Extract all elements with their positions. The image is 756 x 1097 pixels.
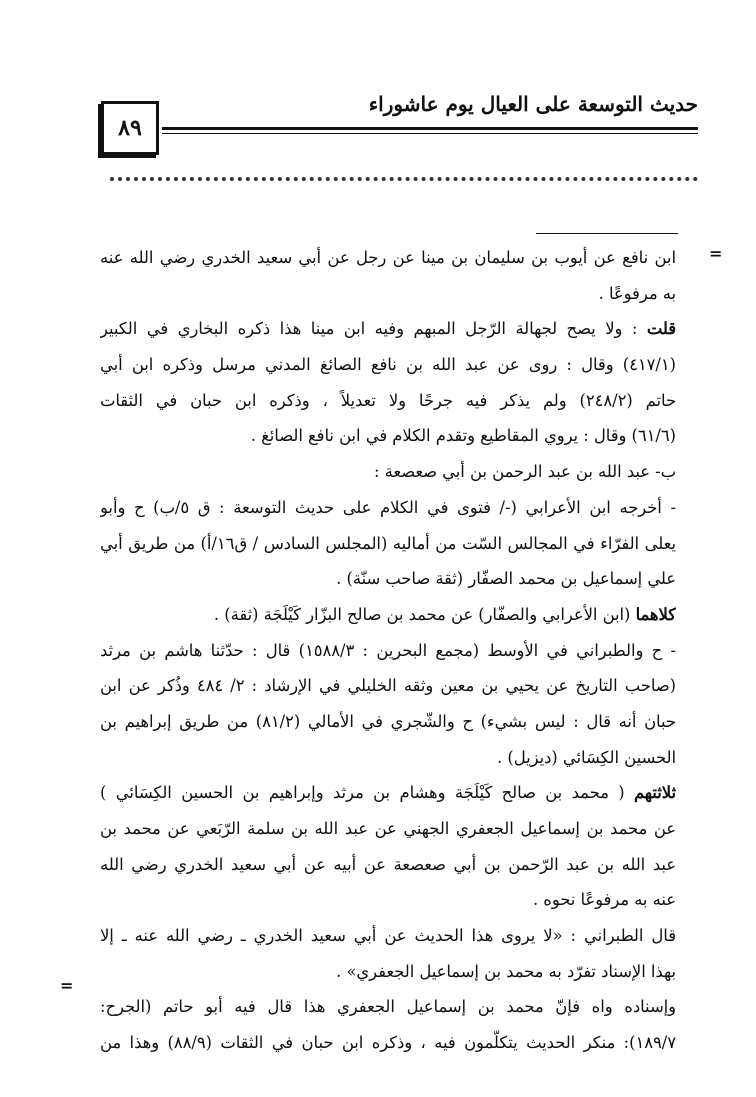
text-line — [100, 561, 676, 597]
line-text: - ح والطبراني في الأوسط (مجمع البحرين : ١٥٨٨/٣) قال : حدّثنا هاشم بن مرثد — [100, 640, 676, 660]
footnote-body — [100, 240, 676, 1061]
text-line — [100, 668, 676, 704]
text-line — [100, 847, 676, 883]
text-line — [100, 383, 676, 419]
text-line — [100, 276, 676, 312]
footnote-rule — [536, 233, 678, 234]
line-text: ب- عبد الله بن عبد الرحمن بن أبي صعصعة : — [373, 462, 676, 482]
text-line — [100, 918, 676, 954]
text-line — [100, 704, 676, 740]
line-text: وإسناده واه فإنّ محمد بن إسماعيل الجعفري هذا قال فيه أبو حاتم (الجرح: — [100, 997, 676, 1017]
text-line — [100, 597, 676, 633]
line-text: عن محمد بن إسماعيل الجعفري الجهني عن عبد الله بن سلمة الرّبَعي عن محمد بن — [100, 819, 676, 838]
line-text: (صاحب التاريخ عن يحيي بن معين وثقه الخليلي في الإرشاد : ٢/ ٤٨٤ وذُكر عن ابن — [100, 676, 676, 696]
line-text: ١٨٩/٧): منكر الحديث يتكلّمون فيه ، وذكره ابن حبان في الثقات (٨٨/٩) وهذا من — [100, 1033, 676, 1053]
line-text: حاتم (٢٤٨/٢) ولم يذكر فيه جرحًا ولا تعديلاً ، وذكره ابن حبان في الثقات — [100, 390, 676, 410]
text-line — [100, 775, 676, 811]
line-text: عنه به مرفوعًا نحوه . — [532, 890, 676, 910]
line-text: (ابن الأعرابي والصفّار) عن محمد بن صالح البزّار كَيْلَجَة (ثقة) . — [213, 604, 636, 624]
header-rule — [162, 127, 698, 130]
text-line — [100, 240, 676, 276]
line-text: يعلى الفرّاء في المجالس السّت من أماليه (المجلس السادس / ق١٦/أ) من طريق أبي — [100, 533, 676, 553]
line-text: حبان أنه قال : ليس بشيء) ح والشّجري في الأمالي (٨١/٢) من طريق إبراهيم بن — [100, 711, 676, 731]
line-text: (٤١٧/١) وقال : روى عن عبد الله بن نافع الصائغ المدني مرسل وذكره ابن أبي — [100, 355, 676, 375]
dotted-separator — [110, 177, 698, 181]
line-text: عبد الله بن عبد الرّحمن بن أبي صعصعة عن أبيه عن أبي سعيد الخدري رضي الله — [100, 854, 676, 874]
text-line — [100, 490, 676, 526]
bold-lead-word: كلاهما — [635, 604, 676, 624]
text-line — [100, 454, 676, 490]
line-text: بهذا الإسناد تفرّد به محمد بن إسماعيل الجعفري» . — [336, 961, 676, 981]
text-line — [100, 526, 676, 562]
running-header-title: حديث التوسعة على العيال يوم عاشوراء — [368, 92, 698, 116]
text-line — [100, 347, 676, 383]
line-text: الحسين الكِسَائي (ديزيل) . — [497, 747, 676, 767]
line-text: به مرفوعًا . — [598, 283, 676, 303]
page-number: ٨٩ — [118, 115, 142, 141]
text-line — [100, 811, 676, 847]
line-text: ( محمد بن صالح كَيْلَجَة وهشام بن مرثد وإبراهيم بن الحسين الكِسَائي ) — [100, 783, 634, 803]
bold-lead-word: قلت — [646, 319, 676, 339]
text-line — [100, 740, 676, 776]
text-line — [100, 311, 676, 347]
line-text: (٦١/٦) وقال : يروي المقاطيع وتقدم الكلام في ابن نافع الصائغ . — [250, 426, 676, 446]
text-line — [100, 418, 676, 454]
line-text: - أخرجه ابن الأعرابي (-/ فتوى في الكلام على حديث التوسعة : ق ٥/ب) ح وأبو — [100, 497, 676, 517]
text-line — [100, 989, 676, 1025]
line-text: علي إسماعيل بن محمد الصفّار (ثقة صاحب سنّة) . — [336, 569, 676, 589]
header-rule-thin — [162, 133, 698, 134]
text-line — [100, 1025, 676, 1061]
text-line — [100, 633, 676, 669]
continuation-mark-bottom: = — [60, 976, 74, 995]
text-line — [100, 882, 676, 918]
line-text: : ولا يصح لجهالة الرّجل المبهم وفيه ابن مينا هذا ذكره البخاري في الكبير — [100, 319, 647, 339]
bold-lead-word: ثلاثتهم — [633, 783, 676, 803]
text-line — [100, 954, 676, 990]
line-text: قال الطبراني : «لا يروى هذا الحديث عن أبي سعيد الخدري ـ رضي الله عنه ـ إلا — [100, 926, 676, 946]
continuation-mark-top: = — [709, 244, 723, 263]
line-text: ابن نافع عن أيوب بن سليمان بن مينا عن رجل عن أبي سعيد الخدري رضي الله عنه — [100, 248, 676, 267]
page-number-box — [101, 101, 159, 155]
